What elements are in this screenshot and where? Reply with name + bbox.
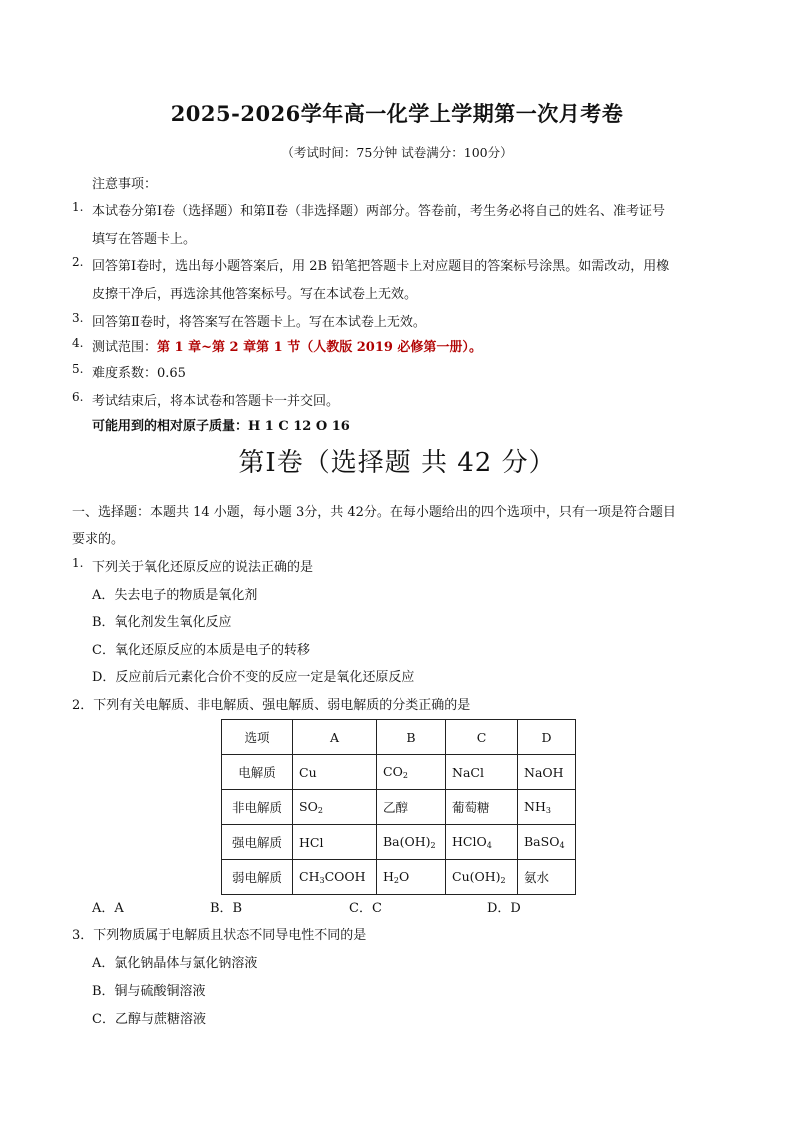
note-3-number: 3. bbox=[72, 311, 84, 325]
q2-option-c: C．C bbox=[349, 901, 382, 916]
q2-option-a: A．A bbox=[92, 901, 124, 916]
note-5-number: 5. bbox=[72, 362, 84, 376]
note-2-line-2: 皮擦干净后，再选涂其他答案标号。写在本试卷上无效。 bbox=[92, 287, 418, 302]
table-cell: NaCl bbox=[446, 755, 518, 790]
header-cell-d: D bbox=[518, 720, 576, 755]
table-cell: $Cu(OH)_2$ bbox=[446, 860, 518, 895]
note-6-line-1: 考试结束后，将本试卷和答题卡一并交回。 bbox=[92, 394, 340, 409]
q1-number: 1. bbox=[72, 556, 84, 570]
table-cell: $H_2O$ bbox=[377, 860, 446, 895]
header-cell-option: 选项 bbox=[222, 720, 293, 755]
table-row bbox=[222, 755, 576, 790]
exam-subtitle: （考试时间：75分钟 试卷满分：100分） bbox=[281, 145, 513, 160]
table-cell: 氨水 bbox=[518, 860, 576, 895]
test-range: 第 1 章~第 2 章第 1 节（人教版 2019 必修第一册） bbox=[157, 340, 469, 355]
row-label-electrolyte: 电解质 bbox=[222, 755, 293, 790]
q3-option-a: A．氯化钠晶体与氯化钠溶液 bbox=[92, 956, 258, 971]
row-label-strong-electrolyte: 强电解质 bbox=[222, 825, 293, 860]
table-cell: $CH_3COOH$ bbox=[293, 860, 377, 895]
note-4-line bbox=[92, 336, 482, 355]
q2-option-d: D．D bbox=[487, 901, 521, 916]
table-cell: BaSO$_4$ bbox=[518, 825, 576, 860]
table-cell: $SO_2$ bbox=[293, 790, 377, 825]
row-label-weak-electrolyte: 弱电解质 bbox=[222, 860, 293, 895]
note-4-suffix: 。 bbox=[468, 340, 482, 355]
q1-option-a: A．失去电子的物质是氧化剂 bbox=[92, 588, 258, 603]
table-cell: $Ba(OH)_2$ bbox=[377, 825, 446, 860]
row-label-non-electrolyte: 非电解质 bbox=[222, 790, 293, 825]
note-3-line-1: 回答第Ⅱ卷时，将答案写在答题卡上。写在本试卷上无效。 bbox=[92, 315, 426, 330]
q3-option-c: C．乙醇与蔗糖溶液 bbox=[92, 1012, 206, 1027]
table-row bbox=[222, 825, 576, 860]
table-cell: 葡萄糖 bbox=[446, 790, 518, 825]
q1-option-b: B．氧化剂发生氧化反应 bbox=[92, 615, 232, 630]
note-1-number: 1. bbox=[72, 200, 84, 214]
notes-heading: 注意事项： bbox=[92, 177, 158, 192]
note-4-number: 4. bbox=[72, 336, 84, 350]
note-1-line-1: 本试卷分第Ⅰ卷（选择题）和第Ⅱ卷（非选择题）两部分。答卷前，考生务必将自己的姓名、准考证号 bbox=[92, 204, 665, 219]
table-cell: Cu bbox=[293, 755, 377, 790]
note-2-line-1: 回答第Ⅰ卷时，选出每小题答案后，用 2B 铅笔把答题卡上对应题目的答案标号涂黑。如需改动，用橡 bbox=[92, 259, 670, 274]
classification-table bbox=[221, 719, 576, 895]
note-4-prefix: 测试范围： bbox=[92, 340, 158, 355]
header-cell-c: C bbox=[446, 720, 518, 755]
table-cell: HCl bbox=[293, 825, 377, 860]
section-title: 第Ⅰ卷（选择题 共 42 分） bbox=[238, 448, 556, 478]
header-cell-b: B bbox=[377, 720, 446, 755]
q3-stem: 3．下列物质属于电解质且状态不同导电性不同的是 bbox=[72, 928, 367, 943]
header-cell-a: A bbox=[293, 720, 377, 755]
difficulty: 难度系数：0.65 bbox=[92, 366, 186, 381]
q1-option-c: C．氧化还原反应的本质是电子的转移 bbox=[92, 643, 310, 658]
table-row bbox=[222, 790, 576, 825]
exam-title: 2025-2026学年高一化学上学期第一次月考卷 bbox=[170, 101, 624, 126]
table-cell: $CO_2$ bbox=[377, 755, 446, 790]
table-cell: NaOH bbox=[518, 755, 576, 790]
part1-intro-line-2: 要求的。 bbox=[72, 532, 125, 547]
note-6-number: 6. bbox=[72, 390, 84, 404]
q1-stem: 下列关于氧化还原反应的说法正确的是 bbox=[92, 560, 314, 575]
part1-intro-line-1: 一、选择题：本题共 14 小题，每小题 3分，共 42分。在每小题给出的四个选项中，只有一项是符合题目 bbox=[72, 505, 676, 520]
table-row bbox=[222, 860, 576, 895]
note-2-number: 2. bbox=[72, 255, 84, 269]
atomic-mass: 可能用到的相对原子质量：H 1 C 12 O 16 bbox=[92, 419, 350, 434]
table-cell: 乙醇 bbox=[377, 790, 446, 825]
table-cell: $NH_3$ bbox=[518, 790, 576, 825]
note-1-line-2: 填写在答题卡上。 bbox=[92, 232, 197, 247]
table-header-row bbox=[222, 720, 576, 755]
q3-option-b: B．铜与硫酸铜溶液 bbox=[92, 984, 206, 999]
q1-option-d: D．反应前后元素化合价不变的反应一定是氧化还原反应 bbox=[92, 670, 415, 685]
q2-option-b: B．B bbox=[210, 901, 243, 916]
table-cell: HClO$_4$ bbox=[446, 825, 518, 860]
q2-stem: 2．下列有关电解质、非电解质、强电解质、弱电解质的分类正确的是 bbox=[72, 698, 471, 713]
